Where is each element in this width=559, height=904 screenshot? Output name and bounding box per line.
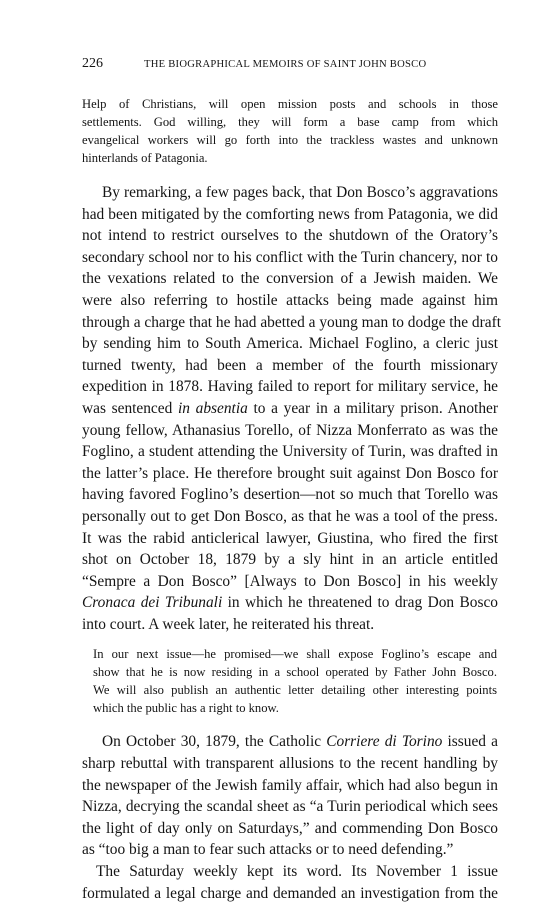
text-line: not intend to restrict ourselves to the shutdown of the Oratory’s: [82, 227, 498, 245]
body-paragraph-3: [82, 861, 498, 904]
page-header: [82, 56, 498, 76]
text-line: were also referring to hostile attacks being made against him: [82, 291, 498, 309]
top-paragraph: [82, 95, 498, 167]
text-line: In our next issue—he promised—we shall expose Foglino’s escape and: [93, 647, 497, 662]
text-line: evangelical workers will go forth into the trackless wastes and unknown: [82, 133, 498, 147]
text-line: the latter’s place. He therefore brought suit against Don Bosco for: [82, 464, 498, 482]
text-line: We will also publish an authentic letter detailing other interesting points: [93, 683, 497, 698]
text-line: Nizza, decrying the scandal sheet as “a Turin periodical which sees: [82, 798, 498, 816]
text-line: formulated a legal charge and demanded an investigation from the: [82, 884, 498, 902]
text-line: the light of day only on Saturdays,” and commending Don Bosco: [82, 819, 498, 837]
text-line: shot on October 18, 1879 by a sly hint in an article entitled: [82, 551, 498, 569]
text-line: “Sempre a Don Bosco” [Always to Don Bosco] in his weekly: [82, 572, 498, 590]
text-line: settlements. God willing, they will form a base camp from which: [82, 115, 498, 129]
text-line: young fellow, Athanasius Torello, of Nizza Monferrato as was the: [82, 421, 498, 439]
text-line: On October 30, 1879, the Catholic Corriere di Torino issued a: [102, 733, 498, 751]
text-line: Help of Christians, will open mission posts and schools in those: [82, 97, 498, 111]
page-number: 226: [82, 56, 103, 71]
text-line: having favored Foglino’s desertion—not so much that Torello was: [82, 486, 498, 504]
text-line: sharp rebuttal with transparent allusions to the recent handling by: [82, 755, 498, 773]
text-line: which the public has a right to know.: [93, 701, 279, 716]
book-page: [82, 56, 501, 904]
text-line: The Saturday weekly kept its word. Its November 1 issue: [96, 863, 498, 881]
text-line: hinterlands of Patagonia.: [82, 151, 208, 165]
text-line: expedition in 1878. Having failed to report for military service, he: [82, 378, 498, 396]
block-quote: [93, 645, 497, 717]
text-line: the vexations related to the conversion of a Jewish maiden. We: [82, 270, 498, 288]
text-line: secondary school nor to his conflict with the Turin chancery, nor to: [82, 248, 498, 266]
text-line: turned twenty, had been a member of the fourth missionary: [82, 356, 498, 374]
text-line: into court. A week later, he reiterated his threat.: [82, 615, 375, 633]
body-paragraph-1: [82, 182, 501, 635]
text-line: was sentenced in absentia to a year in a military prison. Another: [82, 399, 498, 417]
text-line: through a charge that he had abetted a young man to dodge the draft: [82, 313, 501, 331]
text-line: Foglino, a student attending the University of Turin, was drafted in: [82, 443, 498, 461]
text-line: as “too big a man to fear such attacks or to need defending.”: [82, 841, 454, 859]
body-paragraph-2: [82, 731, 498, 861]
running-head: THE BIOGRAPHICAL MEMOIRS OF SAINT JOHN BOSCO: [144, 59, 427, 70]
text-line: by sending him to South America. Michael Foglino, a cleric just: [82, 335, 498, 353]
text-line: show that he is now residing in a school operated by Father John Bosco.: [93, 665, 497, 680]
text-line: the newspaper of the Jewish family affair, which had also begun in: [82, 776, 498, 794]
text-line: Cronaca dei Tribunali in which he threatened to drag Don Bosco: [82, 594, 499, 612]
text-line: By remarking, a few pages back, that Don Bosco’s aggravations: [102, 184, 498, 201]
text-line: personally out to get Don Bosco, as that he was a tool of the press.: [82, 507, 498, 525]
text-line: had been mitigated by the comforting news from Patagonia, we did: [82, 205, 498, 223]
text-line: It was the rabid anticlerical lawyer, Giustina, who fired the first: [82, 529, 498, 547]
